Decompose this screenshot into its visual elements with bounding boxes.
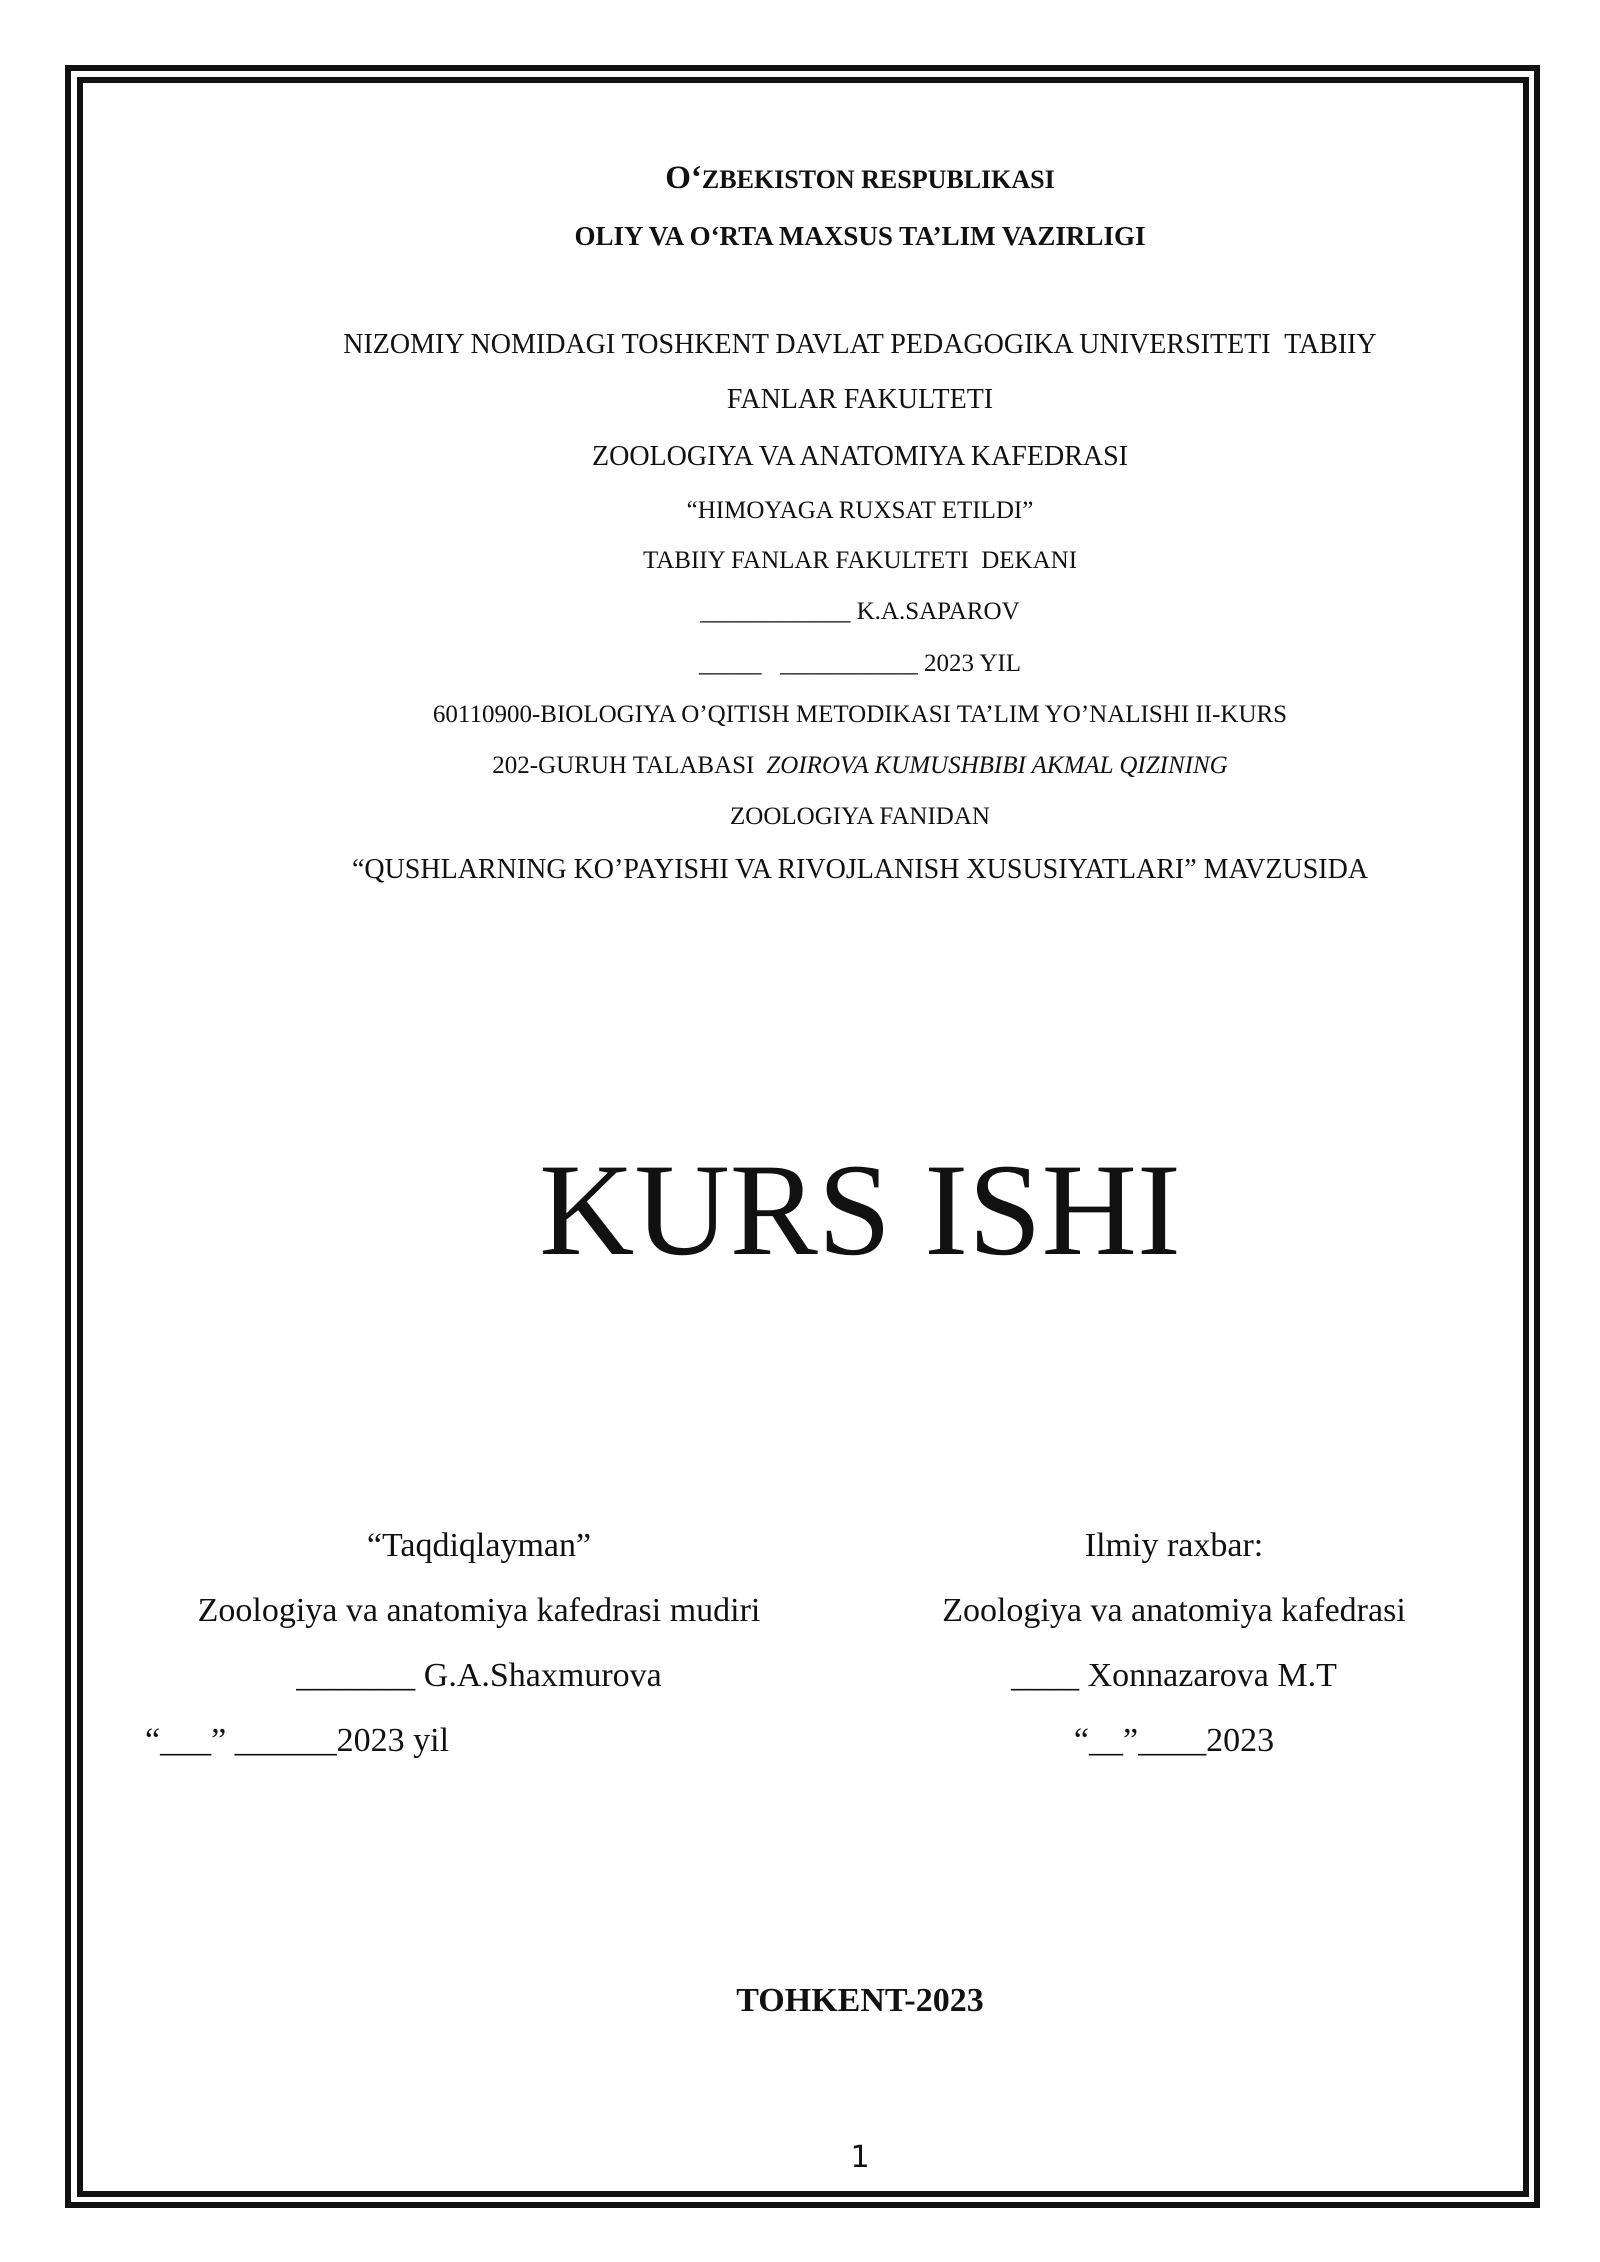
group-label: 202-GURUH TALABASI [492, 752, 755, 779]
program-line: 60110900-BIOLOGIYA O’QITISH METODIKASI TA’LIM YO’NALISHI II-KURS [432, 701, 1288, 728]
left-signature-date: “___” ______2023 yil [145, 1722, 450, 1759]
university-line-2: FANLAR FAKULTETI [726, 384, 994, 415]
approval-status: “HIMOYAGA RUXSAT ETILDI” [686, 497, 1034, 524]
right-signature-heading: Ilmiy raxbar: [1084, 1527, 1264, 1564]
topic-line: “QUSHLARNING KO’PAYISHI VA RIVOJLANISH XUSUSIYATLARI” MAVZUSIDA [351, 854, 1369, 885]
right-signature-name: ____ Xonnazarova M.T [1011, 1657, 1337, 1694]
right-signature-role: Zoologiya va anatomiya kafedrasi [942, 1592, 1406, 1629]
left-signature-role: Zoologiya va anatomiya kafedrasi mudiri [197, 1592, 761, 1629]
subject-line: ZOOLOGIYA FANIDAN [730, 803, 990, 830]
left-signature-heading: “Taqdiqlayman” [366, 1527, 592, 1564]
approval-signatory: ____________ K.A.SAPAROV [700, 598, 1020, 625]
ministry-heading: OLIY VA O‘RTA MAXSUS TA’LIM VAZIRLIGI [574, 221, 1146, 251]
left-signature-name: _______ G.A.Shaxmurova [296, 1657, 662, 1694]
city-year: TOHKENT-2023 [736, 1982, 984, 2019]
student-name: ZOIROVA KUMUSHBIBI AKMAL QIZINING [766, 752, 1228, 779]
republic-heading: O‘ZBEKISTON RESPUBLIKASI [665, 160, 1055, 196]
university-line-1: NIZOMIY NOMIDAGI TOSHKENT DAVLAT PEDAGOGIKA UNIVERSITETI TABIIY [343, 329, 1377, 360]
approval-date: _____ ___________ 2023 YIL [699, 650, 1021, 677]
right-signature-date: “__”____2023 [1073, 1722, 1275, 1759]
page-number: 1 [850, 2140, 870, 2175]
student-line [120, 751, 1600, 781]
approval-position: TABIIY FANLAR FAKULTETI DEKANI [642, 547, 1078, 574]
department-heading: ZOOLOGIYA VA ANATOMIYA KAFEDRASI [592, 441, 1128, 472]
document-title: KURS ISHI [539, 1136, 1181, 1283]
